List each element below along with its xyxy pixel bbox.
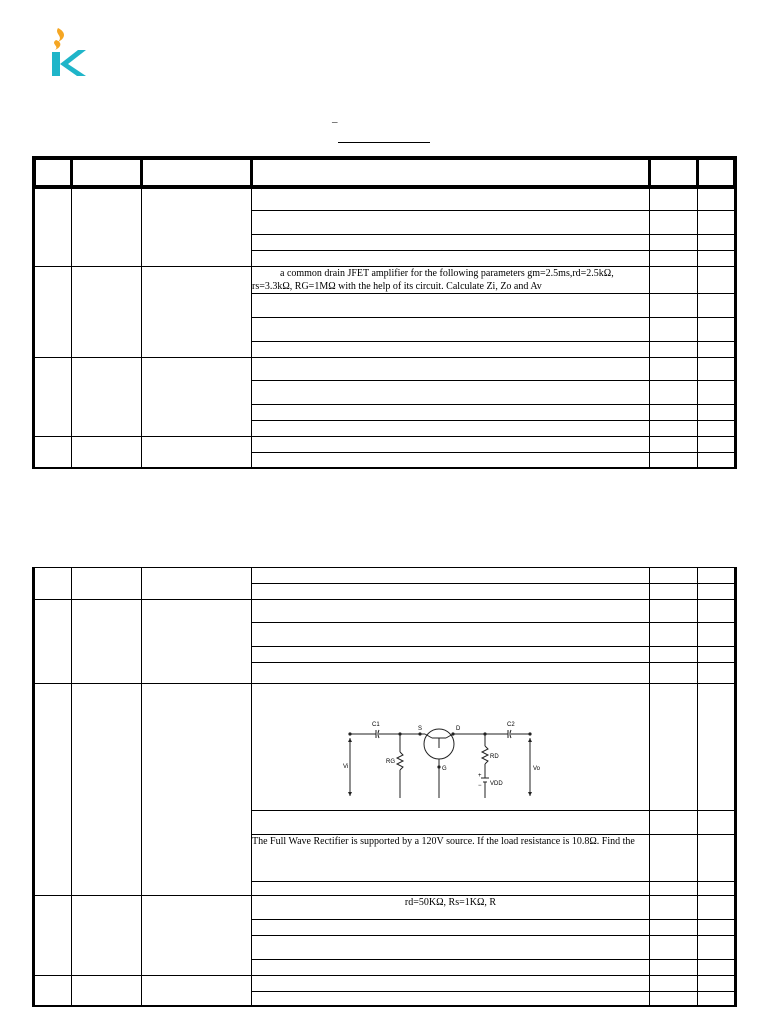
table-cell: [650, 405, 698, 421]
header-cell: [650, 158, 698, 188]
table-cell: [252, 882, 650, 896]
table-cell: [650, 437, 698, 453]
table-cell: [252, 381, 650, 405]
table-cell: [698, 920, 736, 936]
table-cell: [650, 920, 698, 936]
table-cell: [650, 188, 698, 211]
table-cell: [698, 960, 736, 976]
table-cell: [650, 600, 698, 623]
table-cell: [698, 568, 736, 584]
table-cell: [650, 453, 698, 468]
table-cell: [650, 251, 698, 267]
table-cell: [252, 342, 650, 358]
table-cell: [698, 663, 736, 684]
vo-label: Vo: [533, 766, 540, 772]
table-cell: [72, 188, 142, 267]
table-cell: [650, 235, 698, 251]
table-cell: [252, 358, 650, 381]
table-cell: [252, 235, 650, 251]
table-cell: [698, 405, 736, 421]
table-cell: [34, 358, 72, 437]
table-cell: [142, 568, 252, 600]
question-rd-text: rd=50KΩ, Rs=1KΩ, R: [252, 896, 650, 920]
table-cell: [698, 381, 736, 405]
d-label: D: [456, 726, 461, 732]
table-cell: [650, 623, 698, 647]
table-cell: [650, 358, 698, 381]
table-cell: [142, 684, 252, 896]
table-cell: [34, 600, 72, 684]
table-cell: [252, 920, 650, 936]
table-cell: [142, 188, 252, 267]
header-cell: [252, 158, 650, 188]
table-cell: [142, 358, 252, 437]
table-cell: [698, 211, 736, 235]
table-cell: [698, 584, 736, 600]
table-cell: [698, 600, 736, 623]
table-cell: [142, 600, 252, 684]
table-row: [34, 896, 736, 920]
table-cell: [72, 267, 142, 358]
table-cell: [650, 318, 698, 342]
table-cell: [34, 896, 72, 976]
table-cell: [698, 936, 736, 960]
table-cell: [650, 663, 698, 684]
table-cell: [698, 453, 736, 468]
s-label: S: [418, 726, 423, 732]
minus-label: −: [478, 783, 482, 789]
table-row: [34, 976, 736, 992]
table-cell: [252, 405, 650, 421]
table-cell: [698, 251, 736, 267]
table-cell: [650, 584, 698, 600]
table-cell: [142, 976, 252, 1006]
rd-label: RD: [490, 754, 499, 760]
table-cell: [34, 437, 72, 468]
question-jfet-text: a common drain JFET amplifier for the following parameters gm=2.5ms,rd=2.5kΩ, rs=3.3kΩ, RG=1MΩ with the help of its circuit. Calculate Zi, Zo and Av: [252, 267, 650, 294]
table-cell: [34, 267, 72, 358]
header-cell: [34, 158, 72, 188]
table-cell: [142, 267, 252, 358]
table-cell: [72, 684, 142, 896]
table-cell: [252, 437, 650, 453]
table-cell: [34, 684, 72, 896]
plus-label: +: [478, 773, 482, 779]
table-cell: [650, 811, 698, 835]
table-cell: [252, 188, 650, 211]
table-cell: [72, 896, 142, 976]
table-cell: [698, 684, 736, 811]
table-cell: [252, 976, 650, 992]
table-cell: [698, 992, 736, 1006]
table-cell: [72, 976, 142, 1006]
table-cell: [650, 267, 698, 294]
table-row: [34, 358, 736, 381]
c1-label: C1: [372, 722, 380, 728]
table-cell: [34, 976, 72, 1006]
g-label: G: [442, 766, 447, 772]
vi-label: Vi: [343, 764, 349, 770]
table-cell: [142, 896, 252, 976]
table-cell: [650, 211, 698, 235]
k-flame-logo-icon: [46, 26, 90, 80]
table-row: [34, 568, 736, 584]
table-cell: [252, 811, 650, 835]
table-cell: [698, 235, 736, 251]
table-cell: [650, 976, 698, 992]
table-cell: [698, 882, 736, 896]
table-cell: [252, 584, 650, 600]
table-cell: [650, 294, 698, 318]
table-cell: [698, 267, 736, 294]
table-cell: [698, 437, 736, 453]
table-cell: [252, 251, 650, 267]
table-cell: [650, 960, 698, 976]
table-cell: [650, 835, 698, 882]
rg-label: RG: [386, 759, 395, 765]
table-cell: [252, 421, 650, 437]
header-cell: [72, 158, 142, 188]
table-cell: [252, 211, 650, 235]
table-cell: [698, 835, 736, 882]
table-cell: [698, 647, 736, 663]
table-cell: [698, 188, 736, 211]
table-cell: [650, 421, 698, 437]
question-rectifier-text: The Full Wave Rectifier is supported by a 120V source. If the load resistance is 10.8Ω. Find the: [252, 835, 650, 882]
header-cell: [142, 158, 252, 188]
table-cell: [252, 647, 650, 663]
table-cell: [252, 294, 650, 318]
table-cell: [650, 684, 698, 811]
table-cell: [650, 647, 698, 663]
question-table-2: [32, 567, 737, 1007]
table-cell: [252, 318, 650, 342]
table-cell: [698, 342, 736, 358]
table-cell: [698, 358, 736, 381]
table-cell: [650, 882, 698, 896]
table-cell: [650, 992, 698, 1006]
table-cell: [252, 453, 650, 468]
jfet-circuit-diagram: [340, 688, 540, 798]
table-cell: [698, 896, 736, 920]
table-cell: [34, 568, 72, 600]
table-cell: [72, 437, 142, 468]
table-cell: [698, 976, 736, 992]
table-cell: [72, 568, 142, 600]
table-cell: [698, 623, 736, 647]
table-row: [34, 684, 736, 811]
table-cell: [698, 811, 736, 835]
table-cell: [72, 358, 142, 437]
table-cell: [34, 188, 72, 267]
table-row: [34, 600, 736, 623]
table-cell: [698, 318, 736, 342]
circuit-cell: [252, 684, 650, 811]
table-cell: [650, 936, 698, 960]
table-cell: [252, 600, 650, 623]
table-cell: [650, 342, 698, 358]
title-underline: [338, 142, 430, 143]
table-cell: [142, 437, 252, 468]
vdd-label: VDD: [490, 781, 503, 787]
table-cell: [252, 623, 650, 647]
table-cell: [698, 294, 736, 318]
header-cell: [698, 158, 736, 188]
table-cell: [252, 663, 650, 684]
table-row: [34, 267, 736, 294]
table-row: [34, 437, 736, 453]
title-mark: –: [332, 116, 338, 128]
table-cell: [252, 936, 650, 960]
table-cell: [698, 421, 736, 437]
table-cell: [650, 568, 698, 584]
c2-label: C2: [507, 722, 515, 728]
table-cell: [72, 600, 142, 684]
question-table-1: [32, 156, 737, 469]
table-cell: [252, 568, 650, 584]
table-cell: [252, 992, 650, 1006]
table-header-row: [34, 158, 736, 188]
table-row: [34, 188, 736, 211]
table-cell: [650, 896, 698, 920]
table-cell: [252, 960, 650, 976]
table-cell: [650, 381, 698, 405]
